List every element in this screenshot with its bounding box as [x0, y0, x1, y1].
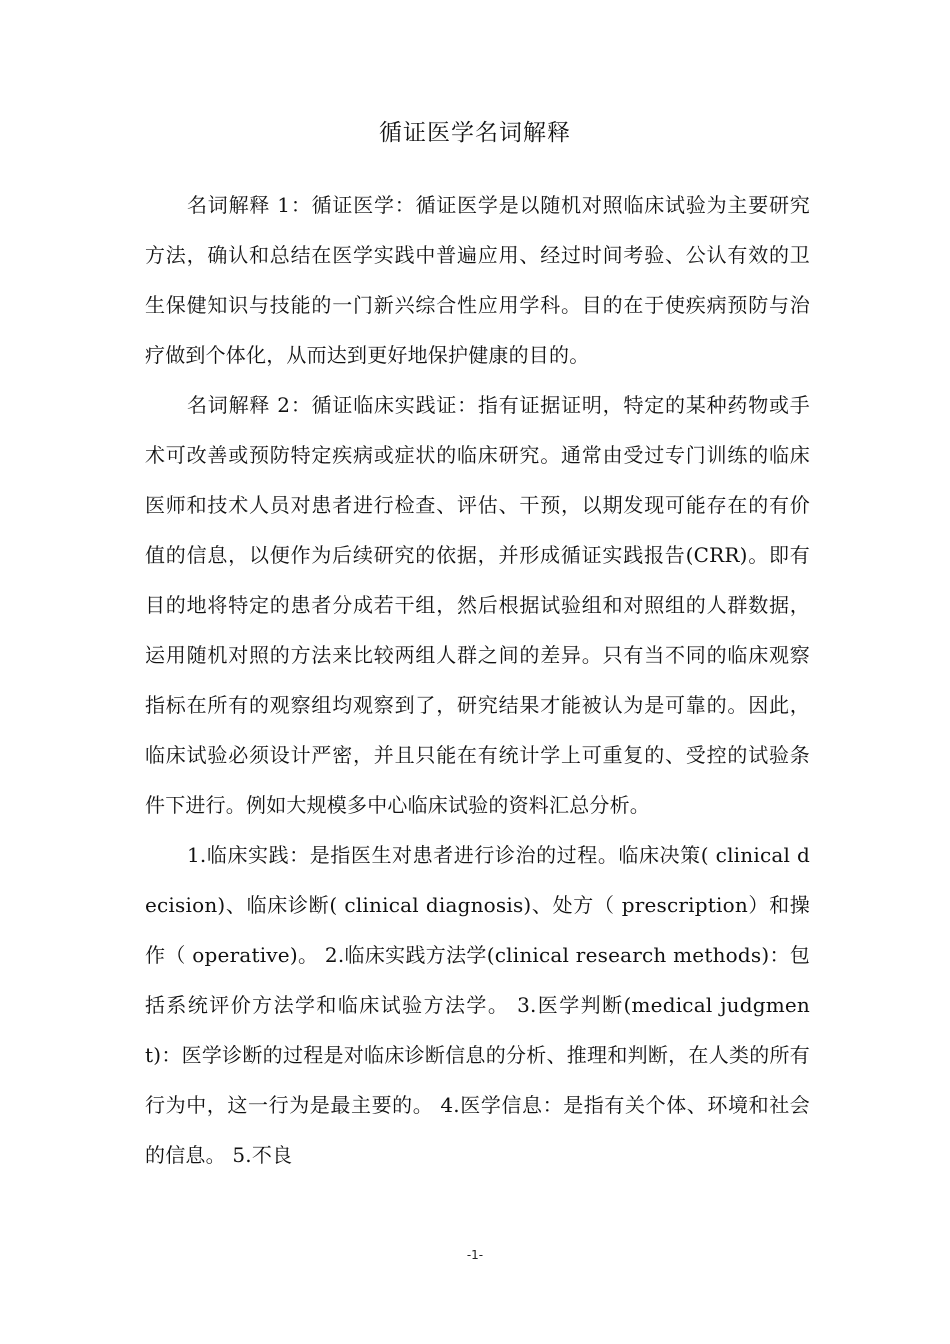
paragraph-evidence-based-medicine: 名词解释 1：循证医学：循证医学是以随机对照临床试验为主要研究方法，确认和总结在医学实践中普遍应用、经过时间考验、公认有效的卫生保健知识与技能的一门新兴综合性应用学科。目的在于使疾病预防与治疗做到个体化，从而达到更好地保护健康的目的。	[145, 193, 810, 367]
paragraph-evidence-based-clinical-practice: 名词解释 2：循证临床实践证：指有证据证明，特定的某种药物或手术可改善或预防特定疾病或症状的临床研究。通常由受过专门训练的临床医师和技术人员对患者进行检查、评估、干预，以期发现可能存在的有价值的信息，以便作为后续研究的依据，并形成循证实践报告(CRR)。即有目的地将特定的患者分成若干组，然后根据试验组和对照组的人群数据，运用随机对照的方法来比较两组人群之间的差异。只有当不同的临床观察指标在所有的观察组均观察到了，研究结果才能被认为是可靠的。因此，临床试验必须设计严密，并且只能在有统计学上可重复的、受控的试验条件下进行。例如大规模多中心临床试验的资料汇总分析。	[145, 393, 810, 817]
document-title: 循证医学名词解释	[379, 120, 571, 146]
document-body	[145, 180, 810, 1180]
paragraph-numbered-terms: 1.临床实践：是指医生对患者进行诊治的过程。临床决策( clinical decision)、临床诊断( clinical diagnosis)、处方（ prescription）和操作（ operative)。 2.临床实践方法学(clinical research methods)：包括系统评价方法学和临床试验方法学。 3.医学判断(medical judgment)：医学诊断的过程是对临床诊断信息的分析、推理和判断，在人类的所有行为中，这一行为是最主要的。 4.医学信息：是指有关个体、环境和社会的信息。 5.不良	[145, 843, 810, 1167]
page-number: -1-	[466, 1248, 484, 1262]
